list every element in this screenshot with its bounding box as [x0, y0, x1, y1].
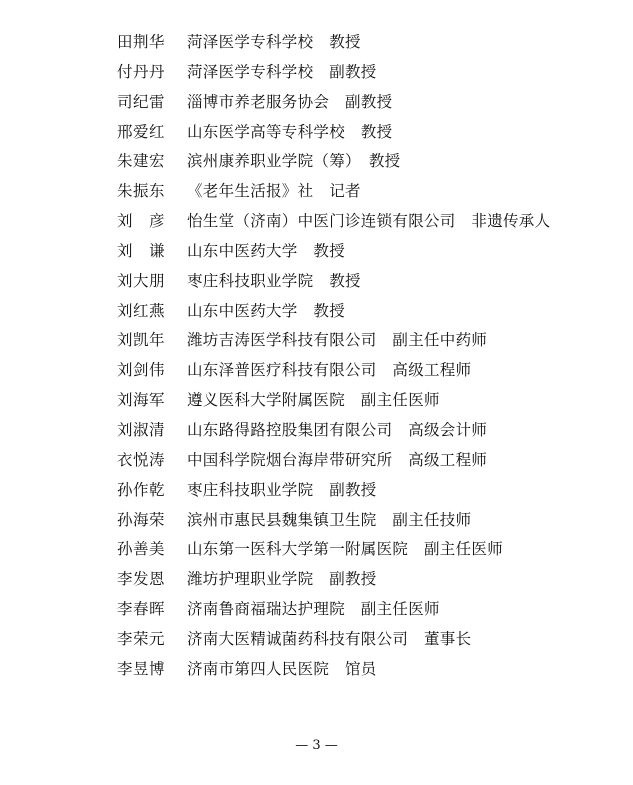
member-detail: 山东路得路控股集团有限公司 高级会计师 [187, 420, 488, 439]
member-name: 田荆华 [117, 33, 166, 51]
list-item [117, 356, 617, 386]
member-detail: 《老年生活报》社 记者 [187, 182, 361, 201]
member-detail: 淄博市养老服务协会 副教授 [187, 92, 393, 111]
member-detail: 潍坊护理职业学院 副教授 [187, 570, 377, 589]
member-detail: 滨州康养职业学院（筹） 教授 [187, 152, 401, 171]
member-name: 李春晖 [117, 600, 166, 619]
member-detail: 山东中医药大学 教授 [187, 241, 346, 260]
member-name: 孙海荣 [117, 510, 166, 529]
member-detail: 济南鲁商福瑞达护理院 副主任医师 [187, 600, 440, 619]
list-item [117, 595, 617, 625]
member-detail: 山东第一医科大学第一附属医院 副主任医师 [187, 540, 504, 559]
member-name: 孙善美 [117, 540, 166, 559]
list-item [117, 58, 617, 88]
member-detail: 菏泽医学专科学校 教授 [187, 33, 361, 51]
member-name: 刘剑伟 [117, 361, 166, 380]
member-detail: 滨州市惠民县魏集镇卫生院 副主任技师 [187, 510, 472, 529]
member-detail: 山东泽普医疗科技有限公司 高级工程师 [187, 361, 472, 380]
member-detail: 怡生堂（济南）中医门诊连锁有限公司 非遗传承人 [187, 212, 551, 231]
member-name: 刘 彦 [117, 212, 166, 231]
list-item [117, 476, 617, 506]
member-name: 朱振东 [117, 182, 166, 201]
list-item [117, 28, 617, 58]
member-name: 朱建宏 [117, 152, 166, 171]
member-detail: 中国科学院烟台海岸带研究所 高级工程师 [187, 450, 488, 469]
member-name: 孙作乾 [117, 480, 166, 499]
list-item [117, 446, 617, 476]
list-item [117, 118, 617, 148]
member-detail: 菏泽医学专科学校 副教授 [187, 62, 377, 81]
member-name: 衣悦涛 [117, 450, 166, 469]
list-item [117, 326, 617, 356]
member-name: 刘大朋 [117, 271, 166, 290]
list-item [117, 655, 617, 685]
list-item [117, 207, 617, 237]
member-detail: 枣庄科技职业学院 教授 [187, 271, 361, 290]
member-name: 刘海军 [117, 391, 166, 410]
list-item [117, 267, 617, 297]
page-number: — 3 — [295, 738, 338, 753]
list-item [117, 386, 617, 416]
member-detail: 济南市第四人民医院 馆员 [187, 659, 377, 678]
list-item [117, 416, 617, 446]
member-detail: 济南大医精诚菌药科技有限公司 董事长 [187, 629, 472, 648]
list-item [117, 565, 617, 595]
list-item [117, 177, 617, 207]
member-name: 刘凯年 [117, 331, 166, 350]
member-name: 邢爱红 [117, 122, 166, 141]
member-list [117, 28, 617, 685]
member-name: 刘淑清 [117, 420, 166, 439]
list-item [117, 237, 617, 267]
member-detail: 枣庄科技职业学院 副教授 [187, 480, 377, 499]
member-name: 刘 谦 [117, 241, 166, 260]
list-item [117, 506, 617, 536]
member-detail: 遵义医科大学附属医院 副主任医师 [187, 391, 440, 410]
member-name: 李发恩 [117, 570, 166, 589]
member-detail: 山东医学高等专科学校 教授 [187, 122, 393, 141]
member-name: 司纪雷 [117, 92, 166, 111]
list-item [117, 297, 617, 327]
member-name: 李昱博 [117, 659, 166, 678]
member-detail: 山东中医药大学 教授 [187, 301, 346, 320]
member-name: 付丹丹 [117, 62, 166, 81]
member-name: 李荣元 [117, 629, 166, 648]
member-name: 刘红燕 [117, 301, 166, 320]
member-detail: 潍坊吉涛医学科技有限公司 副主任中药师 [187, 331, 488, 350]
list-item [117, 625, 617, 655]
list-item [117, 535, 617, 565]
list-item [117, 147, 617, 177]
list-item [117, 88, 617, 118]
